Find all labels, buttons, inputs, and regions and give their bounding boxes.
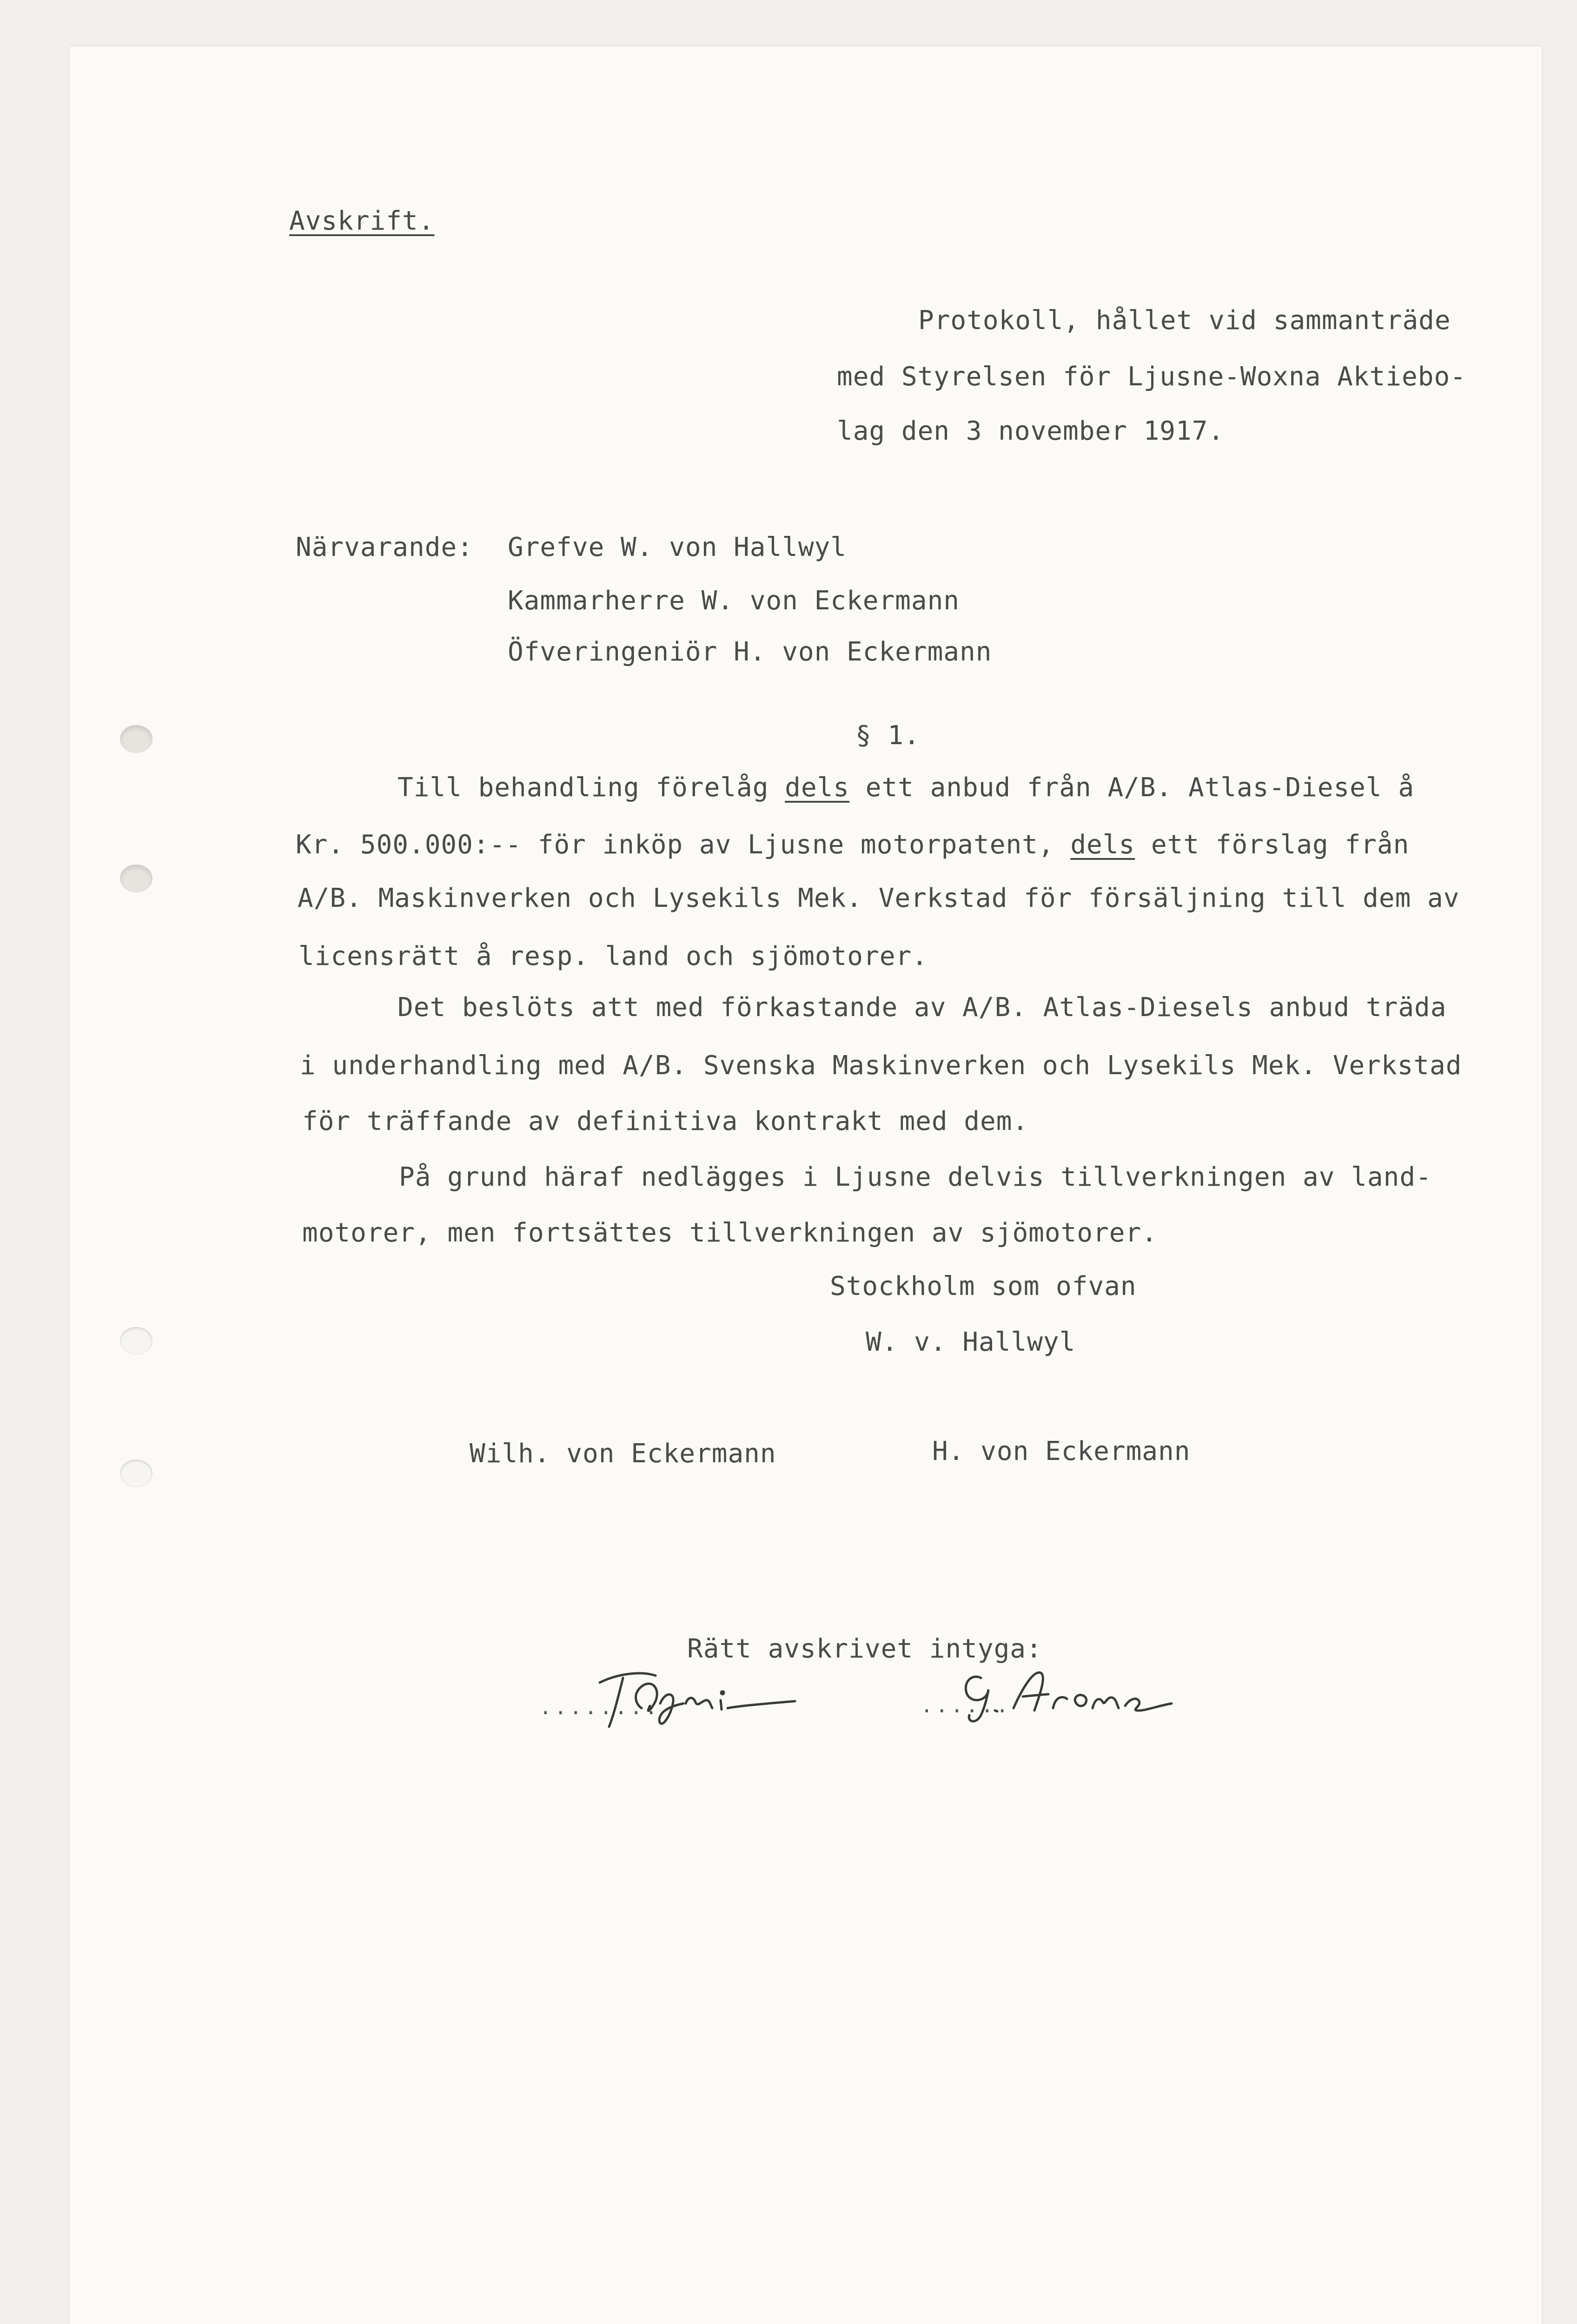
punch-hole — [120, 725, 152, 753]
punch-hole — [120, 1327, 152, 1355]
attendee-name: Öfveringeniör H. von Eckermann — [508, 637, 992, 667]
underlined-word: dels — [1070, 830, 1135, 860]
attendees-label: Närvarande: — [296, 532, 473, 562]
protocol-title-line: Protokoll, hållet vid sammanträde — [918, 305, 1451, 336]
attendee-name: Grefve W. von Hallwyl — [508, 532, 847, 562]
paragraph-line — [398, 772, 1415, 803]
paragraph-line: A/B. Maskinverken och Lysekils Mek. Verkstad för försäljning till dem av — [298, 883, 1460, 913]
certification-text: Rätt avskrivet intyga: — [687, 1634, 1042, 1664]
place-date: Stockholm som ofvan — [830, 1271, 1137, 1301]
signature-line: ...... — [921, 1694, 1011, 1717]
handwritten-signature — [590, 1664, 804, 1734]
signatory-name: H. von Eckermann — [932, 1436, 1191, 1466]
paragraph-line: i underhandling med A/B. Svenska Maskinverken och Lysekils Mek. Verkstad — [300, 1050, 1462, 1081]
paragraph-text: ett förslag från — [1135, 830, 1410, 860]
underlined-word: dels — [785, 772, 850, 803]
section-number: § 1. — [855, 720, 920, 751]
punch-hole — [120, 865, 152, 892]
signature-line: ........ — [539, 1696, 660, 1719]
signatory-name: W. v. Hallwyl — [866, 1327, 1076, 1357]
paragraph-line: motorer, men fortsättes tillverkningen av sjömotorer. — [302, 1218, 1158, 1248]
paragraph-line: licensrätt å resp. land och sjömotorer. — [298, 941, 928, 971]
protocol-title-line: med Styrelsen för Ljusne-Woxna Aktiebo- — [837, 362, 1466, 392]
handwritten-signature — [953, 1659, 1181, 1729]
paragraph-text: Till behandling förelåg — [398, 772, 785, 803]
document-heading: Avskrift. — [289, 206, 435, 236]
protocol-title-line: lag den 3 november 1917. — [837, 416, 1225, 446]
paragraph-text: Kr. 500.000:-- för inköp av Ljusne motorpatent, — [296, 830, 1071, 860]
paragraph-line: för träffande av definitiva kontrakt med dem. — [302, 1106, 1029, 1136]
paragraph-text: ett anbud från A/B. Atlas-Diesel å — [849, 772, 1415, 803]
paragraph-line: Det beslöts att med förkastande av A/B. Atlas-Diesels anbud träda — [398, 992, 1447, 1023]
paragraph-line — [296, 832, 1409, 858]
paragraph-line: På grund häraf nedlägges i Ljusne delvis tillverkningen av land- — [399, 1162, 1432, 1192]
signatory-name: Wilh. von Eckermann — [470, 1439, 776, 1469]
punch-hole — [120, 1459, 152, 1487]
attendee-name: Kammarherre W. von Eckermann — [508, 586, 960, 616]
